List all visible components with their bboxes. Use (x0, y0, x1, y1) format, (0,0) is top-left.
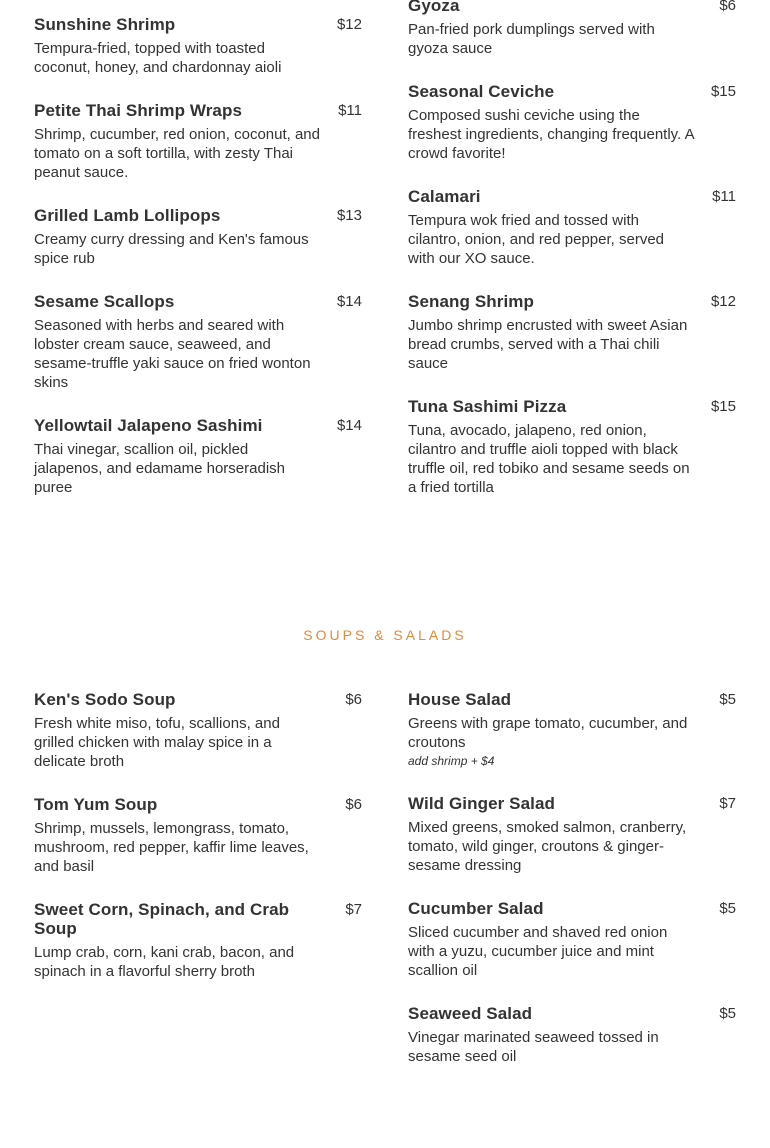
item-name: Yellowtail Jalapeno Sashimi (34, 416, 263, 435)
item-price: $12 (336, 16, 362, 33)
item-description: Jumbo shrimp encrusted with sweet Asian bread crumbs, served with a Thai chili sauce (408, 317, 688, 372)
menu-item (34, 292, 362, 392)
item-price: $15 (710, 398, 736, 415)
item-description: Sliced cucumber and shaved red onion with a yuzu, cucumber juice and mint scallion oil (408, 924, 668, 979)
item-price: $6 (719, 0, 736, 14)
item-name: Sweet Corn, Spinach, and Crab Soup (34, 900, 290, 938)
item-price: $6 (345, 691, 362, 708)
item-name: Calamari (408, 187, 481, 206)
item-description: Tuna, avocado, jalapeno, red onion, cilantro and truffle aioli topped with black truffle oil, red tobiko and sesame seeds on a fried tortilla (408, 422, 690, 496)
item-price: $5 (719, 900, 736, 917)
item-name: Seasonal Ceviche (408, 82, 555, 101)
item-description: Creamy curry dressing and Ken's famous spice rub (34, 231, 309, 267)
menu-item (408, 690, 736, 770)
item-name: Seaweed Salad (408, 1004, 533, 1023)
item-price: $11 (712, 188, 736, 205)
item-name: Sunshine Shrimp (34, 15, 176, 34)
item-price: $5 (719, 1005, 736, 1022)
menu-item (408, 292, 736, 373)
menu-item (34, 795, 362, 876)
item-description: Lump crab, corn, kani crab, bacon, and spinach in a flavorful sherry broth (34, 944, 295, 980)
item-price: $6 (345, 796, 362, 813)
item-price: $11 (338, 102, 362, 119)
item-description: Composed sushi ceviche using the freshest ingredients, changing frequently. A crowd favorite! (408, 107, 694, 162)
item-price: $7 (345, 901, 362, 918)
appetizers-right-column (408, 0, 736, 521)
item-name: Grilled Lamb Lollipops (34, 206, 221, 225)
item-name: Wild Ginger Salad (408, 794, 556, 813)
item-price: $14 (336, 417, 362, 434)
menu-item (34, 15, 362, 77)
item-description: Seasoned with herbs and seared with lobster cream sauce, seaweed, and sesame-truffle yaki sauce on fried wonton skins (34, 317, 311, 391)
menu-item (408, 187, 736, 268)
section-title: SOUPS & SALADS (303, 627, 467, 643)
item-name: Tuna Sashimi Pizza (408, 397, 567, 416)
menu-item (408, 794, 736, 875)
item-description: Mixed greens, smoked salmon, cranberry, tomato, wild ginger, croutons & ginger-sesame dressing (408, 819, 687, 874)
item-name: Cucumber Salad (408, 899, 544, 918)
item-name: Petite Thai Shrimp Wraps (34, 101, 243, 120)
item-description: Shrimp, cucumber, red onion, coconut, and tomato on a soft tortilla, with zesty Thai peanut sauce. (34, 126, 320, 181)
item-name: Sesame Scallops (34, 292, 175, 311)
salads-right-column (408, 690, 736, 1090)
item-name: Gyoza (408, 0, 460, 15)
item-name: Ken's Sodo Soup (34, 690, 176, 709)
item-name: Senang Shrimp (408, 292, 534, 311)
item-addon: add shrimp + $4 (408, 754, 495, 768)
menu-item (408, 1004, 736, 1066)
item-description: Pan-fried pork dumplings served with gyoza sauce (408, 21, 655, 57)
item-description: Tempura wok fried and tossed with cilantro, onion, and red pepper, served with our XO sauce. (408, 212, 665, 267)
appetizers-left-column (34, 15, 362, 521)
item-price: $15 (710, 83, 736, 100)
menu-item (34, 416, 362, 497)
item-price: $13 (336, 207, 362, 224)
item-price: $12 (710, 293, 736, 310)
menu-item (408, 397, 736, 497)
item-price: $7 (719, 795, 736, 812)
menu-item (34, 206, 362, 268)
item-name: House Salad (408, 690, 512, 709)
item-description: Tempura-fried, topped with toasted coconut, honey, and chardonnay aioli (34, 40, 282, 76)
item-price: $5 (719, 691, 736, 708)
menu-item (408, 82, 736, 163)
soups-left-column (34, 690, 362, 1005)
item-name: Tom Yum Soup (34, 795, 158, 814)
item-price: $14 (336, 293, 362, 310)
menu-item (34, 101, 362, 182)
menu-item (34, 690, 362, 771)
item-description: Thai vinegar, scallion oil, pickled jalapenos, and edamame horseradish puree (34, 441, 285, 496)
item-description: Shrimp, mussels, lemongrass, tomato, mushroom, red pepper, kaffir lime leaves, and basil (34, 820, 309, 875)
item-description: Vinegar marinated seaweed tossed in sesame seed oil (408, 1029, 659, 1065)
menu-item (408, 899, 736, 980)
menu-item (408, 0, 736, 58)
item-description: Greens with grape tomato, cucumber, and croutons (408, 715, 688, 751)
menu-item (34, 900, 362, 981)
item-description: Fresh white miso, tofu, scallions, and grilled chicken with malay spice in a delicate broth (34, 715, 280, 770)
